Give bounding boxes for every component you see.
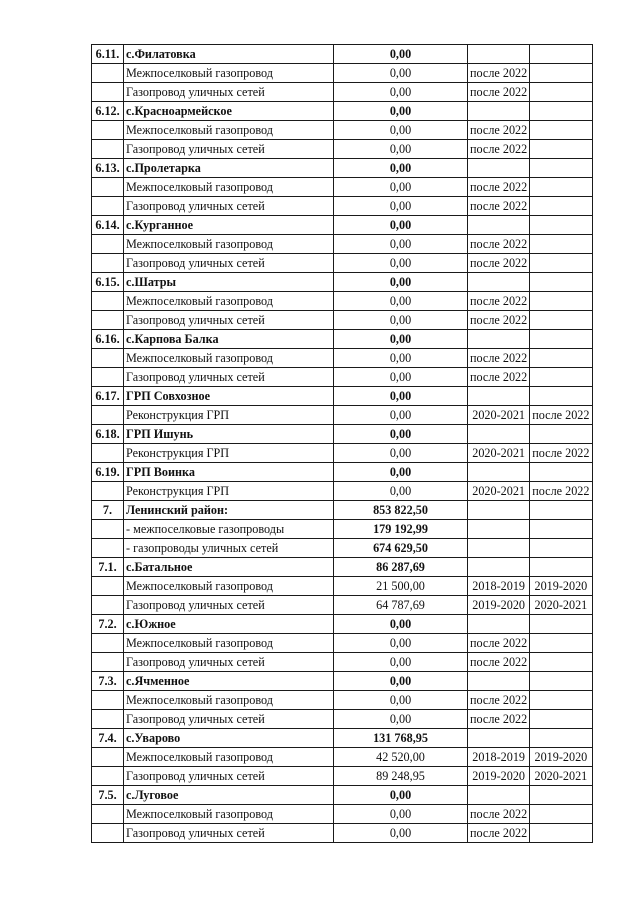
row-amount-cell: 0,00 — [334, 425, 468, 444]
row-name-cell: Газопровод уличных сетей — [124, 767, 334, 786]
row-period-1-cell: 2020-2021 — [468, 406, 530, 425]
row-number-cell — [92, 235, 124, 254]
row-period-1-cell: после 2022 — [468, 178, 530, 197]
item-row — [92, 140, 593, 159]
row-number-cell — [92, 653, 124, 672]
row-period-2-cell — [530, 83, 592, 102]
section-row — [92, 463, 593, 482]
row-period-1-cell — [468, 615, 530, 634]
row-period-2-cell — [530, 691, 592, 710]
item-row — [92, 292, 593, 311]
row-number-cell: 6.12. — [92, 102, 124, 121]
row-amount-cell: 0,00 — [334, 710, 468, 729]
row-amount-cell: 0,00 — [334, 444, 468, 463]
row-period-2-cell: 2020-2021 — [530, 767, 592, 786]
row-name-cell: Газопровод уличных сетей — [124, 653, 334, 672]
item-row — [92, 482, 593, 501]
row-period-1-cell — [468, 216, 530, 235]
row-number-cell: 6.17. — [92, 387, 124, 406]
row-period-1-cell: после 2022 — [468, 83, 530, 102]
row-name-cell: Межпоселковый газопровод — [124, 178, 334, 197]
row-number-cell — [92, 577, 124, 596]
row-number-cell — [92, 349, 124, 368]
row-period-2-cell — [530, 121, 592, 140]
row-amount-cell: 0,00 — [334, 178, 468, 197]
item-row — [92, 121, 593, 140]
row-name-cell: Межпоселковый газопровод — [124, 349, 334, 368]
row-number-cell — [92, 83, 124, 102]
row-period-2-cell — [530, 197, 592, 216]
row-name-cell: Межпоселковый газопровод — [124, 292, 334, 311]
row-name-cell: ГРП Ишунь — [124, 425, 334, 444]
row-amount-cell: 0,00 — [334, 349, 468, 368]
row-period-2-cell — [530, 64, 592, 83]
row-amount-cell: 0,00 — [334, 805, 468, 824]
row-number-cell: 7.2. — [92, 615, 124, 634]
row-number-cell — [92, 121, 124, 140]
row-period-2-cell — [530, 501, 592, 520]
section-row — [92, 330, 593, 349]
row-period-1-cell: после 2022 — [468, 64, 530, 83]
row-period-2-cell — [530, 615, 592, 634]
row-period-1-cell — [468, 425, 530, 444]
row-period-1-cell — [468, 672, 530, 691]
item-row — [92, 596, 593, 615]
row-number-cell: 6.13. — [92, 159, 124, 178]
item-row — [92, 349, 593, 368]
row-amount-cell: 0,00 — [334, 824, 468, 843]
row-number-cell — [92, 767, 124, 786]
row-period-1-cell — [468, 102, 530, 121]
row-number-cell: 7.1. — [92, 558, 124, 577]
row-amount-cell: 0,00 — [334, 273, 468, 292]
row-period-1-cell: после 2022 — [468, 653, 530, 672]
row-amount-cell: 0,00 — [334, 254, 468, 273]
row-number-cell: 7.3. — [92, 672, 124, 691]
section-row — [92, 273, 593, 292]
item-row — [92, 824, 593, 843]
row-period-2-cell — [530, 159, 592, 178]
row-period-2-cell — [530, 729, 592, 748]
row-number-cell — [92, 140, 124, 159]
row-period-2-cell: 2020-2021 — [530, 596, 592, 615]
row-amount-cell: 0,00 — [334, 786, 468, 805]
item-row — [92, 254, 593, 273]
row-number-cell — [92, 539, 124, 558]
row-period-1-cell: после 2022 — [468, 824, 530, 843]
item-row — [92, 235, 593, 254]
row-number-cell — [92, 691, 124, 710]
row-amount-cell: 0,00 — [334, 216, 468, 235]
row-name-cell: Газопровод уличных сетей — [124, 197, 334, 216]
row-amount-cell: 0,00 — [334, 368, 468, 387]
row-name-cell: ГРП Совхозное — [124, 387, 334, 406]
row-name-cell: Межпоселковый газопровод — [124, 64, 334, 83]
row-period-1-cell — [468, 463, 530, 482]
row-period-1-cell — [468, 387, 530, 406]
row-period-1-cell — [468, 520, 530, 539]
row-period-1-cell — [468, 729, 530, 748]
row-number-cell: 6.11. — [92, 45, 124, 64]
row-number-cell — [92, 178, 124, 197]
row-name-cell: с.Ячменное — [124, 672, 334, 691]
row-amount-cell: 853 822,50 — [334, 501, 468, 520]
row-amount-cell: 0,00 — [334, 64, 468, 83]
row-period-2-cell — [530, 558, 592, 577]
section-row — [92, 425, 593, 444]
row-period-1-cell — [468, 159, 530, 178]
row-number-cell: 6.16. — [92, 330, 124, 349]
section-row — [92, 615, 593, 634]
row-amount-cell: 21 500,00 — [334, 577, 468, 596]
row-amount-cell: 42 520,00 — [334, 748, 468, 767]
row-period-2-cell — [530, 178, 592, 197]
row-amount-cell: 0,00 — [334, 45, 468, 64]
item-row — [92, 406, 593, 425]
row-period-1-cell — [468, 330, 530, 349]
row-number-cell — [92, 748, 124, 767]
row-amount-cell: 0,00 — [334, 387, 468, 406]
row-number-cell — [92, 368, 124, 387]
row-number-cell: 6.18. — [92, 425, 124, 444]
item-row — [92, 767, 593, 786]
row-number-cell: 6.19. — [92, 463, 124, 482]
row-number-cell — [92, 520, 124, 539]
section-row — [92, 45, 593, 64]
row-name-cell: с.Луговое — [124, 786, 334, 805]
row-name-cell: с.Пролетарка — [124, 159, 334, 178]
item-row — [92, 178, 593, 197]
row-number-cell — [92, 64, 124, 83]
item-row — [92, 311, 593, 330]
row-number-cell: 7.5. — [92, 786, 124, 805]
row-period-1-cell: после 2022 — [468, 691, 530, 710]
row-amount-cell: 0,00 — [334, 121, 468, 140]
row-amount-cell: 131 768,95 — [334, 729, 468, 748]
section-row — [92, 501, 593, 520]
row-period-2-cell — [530, 539, 592, 558]
row-period-2-cell — [530, 330, 592, 349]
row-period-2-cell — [530, 254, 592, 273]
row-amount-cell: 0,00 — [334, 406, 468, 425]
row-amount-cell: 64 787,69 — [334, 596, 468, 615]
item-row — [92, 520, 593, 539]
item-row — [92, 653, 593, 672]
row-period-2-cell: после 2022 — [530, 444, 592, 463]
row-name-cell: Межпоселковый газопровод — [124, 748, 334, 767]
row-name-cell: - межпоселковые газопроводы — [124, 520, 334, 539]
row-name-cell: Газопровод уличных сетей — [124, 140, 334, 159]
row-name-cell: Реконструкция ГРП — [124, 444, 334, 463]
row-period-2-cell — [530, 634, 592, 653]
row-number-cell — [92, 197, 124, 216]
row-period-1-cell: после 2022 — [468, 311, 530, 330]
row-name-cell: Газопровод уличных сетей — [124, 83, 334, 102]
row-amount-cell: 0,00 — [334, 311, 468, 330]
row-period-1-cell: 2019-2020 — [468, 767, 530, 786]
row-period-1-cell: после 2022 — [468, 710, 530, 729]
row-period-2-cell — [530, 216, 592, 235]
row-number-cell — [92, 824, 124, 843]
row-period-2-cell: 2019-2020 — [530, 577, 592, 596]
row-period-2-cell — [530, 235, 592, 254]
row-name-cell: с.Филатовка — [124, 45, 334, 64]
row-period-1-cell: 2019-2020 — [468, 596, 530, 615]
row-period-2-cell — [530, 786, 592, 805]
item-row — [92, 368, 593, 387]
row-amount-cell: 0,00 — [334, 197, 468, 216]
row-amount-cell: 0,00 — [334, 482, 468, 501]
row-period-2-cell: после 2022 — [530, 482, 592, 501]
item-row — [92, 634, 593, 653]
item-row — [92, 83, 593, 102]
row-period-2-cell — [530, 824, 592, 843]
row-period-2-cell — [530, 311, 592, 330]
row-period-2-cell — [530, 805, 592, 824]
row-amount-cell: 0,00 — [334, 102, 468, 121]
row-amount-cell: 0,00 — [334, 653, 468, 672]
row-period-2-cell: после 2022 — [530, 406, 592, 425]
row-name-cell: с.Красноармейское — [124, 102, 334, 121]
row-amount-cell: 89 248,95 — [334, 767, 468, 786]
row-period-2-cell: 2019-2020 — [530, 748, 592, 767]
row-number-cell — [92, 406, 124, 425]
row-name-cell: Межпоселковый газопровод — [124, 805, 334, 824]
row-name-cell: Реконструкция ГРП — [124, 406, 334, 425]
row-period-2-cell — [530, 45, 592, 64]
row-period-1-cell: после 2022 — [468, 121, 530, 140]
row-amount-cell: 674 629,50 — [334, 539, 468, 558]
item-row — [92, 710, 593, 729]
item-row — [92, 691, 593, 710]
row-name-cell: Межпоселковый газопровод — [124, 634, 334, 653]
row-name-cell: с.Курганное — [124, 216, 334, 235]
row-period-2-cell — [530, 710, 592, 729]
section-row — [92, 729, 593, 748]
row-name-cell: Межпоселковый газопровод — [124, 121, 334, 140]
row-name-cell: Ленинский район: — [124, 501, 334, 520]
row-period-1-cell: после 2022 — [468, 197, 530, 216]
row-period-1-cell: после 2022 — [468, 140, 530, 159]
row-name-cell: с.Шатры — [124, 273, 334, 292]
section-row — [92, 786, 593, 805]
row-amount-cell: 0,00 — [334, 691, 468, 710]
row-period-2-cell — [530, 672, 592, 691]
section-row — [92, 672, 593, 691]
row-period-1-cell — [468, 558, 530, 577]
gas-pipeline-table — [91, 44, 593, 843]
row-period-1-cell: 2020-2021 — [468, 444, 530, 463]
row-name-cell: Газопровод уличных сетей — [124, 710, 334, 729]
item-row — [92, 197, 593, 216]
row-amount-cell: 0,00 — [334, 140, 468, 159]
row-name-cell: Межпоселковый газопровод — [124, 235, 334, 254]
row-period-2-cell — [530, 368, 592, 387]
row-number-cell: 7. — [92, 501, 124, 520]
row-period-1-cell — [468, 501, 530, 520]
row-name-cell: с.Батальное — [124, 558, 334, 577]
row-period-1-cell — [468, 45, 530, 64]
row-name-cell: с.Южное — [124, 615, 334, 634]
row-period-2-cell — [530, 425, 592, 444]
row-name-cell: Реконструкция ГРП — [124, 482, 334, 501]
row-period-1-cell: после 2022 — [468, 368, 530, 387]
row-period-1-cell: 2018-2019 — [468, 748, 530, 767]
row-number-cell: 6.15. — [92, 273, 124, 292]
row-period-1-cell: после 2022 — [468, 254, 530, 273]
row-number-cell — [92, 634, 124, 653]
row-period-2-cell — [530, 653, 592, 672]
row-period-1-cell: 2018-2019 — [468, 577, 530, 596]
section-row — [92, 216, 593, 235]
row-amount-cell: 0,00 — [334, 672, 468, 691]
row-name-cell: ГРП Воинка — [124, 463, 334, 482]
row-period-2-cell — [530, 463, 592, 482]
row-amount-cell: 0,00 — [334, 159, 468, 178]
row-period-1-cell: после 2022 — [468, 235, 530, 254]
row-number-cell — [92, 710, 124, 729]
row-number-cell — [92, 482, 124, 501]
section-row — [92, 387, 593, 406]
table-body — [92, 45, 593, 843]
row-amount-cell: 0,00 — [334, 292, 468, 311]
item-row — [92, 805, 593, 824]
row-name-cell: Газопровод уличных сетей — [124, 596, 334, 615]
row-amount-cell: 0,00 — [334, 615, 468, 634]
row-period-1-cell — [468, 539, 530, 558]
item-row — [92, 539, 593, 558]
row-number-cell: 6.14. — [92, 216, 124, 235]
row-name-cell: Газопровод уличных сетей — [124, 254, 334, 273]
row-amount-cell: 0,00 — [334, 634, 468, 653]
row-amount-cell: 86 287,69 — [334, 558, 468, 577]
row-period-2-cell — [530, 349, 592, 368]
section-row — [92, 159, 593, 178]
row-name-cell: с.Карпова Балка — [124, 330, 334, 349]
row-name-cell: Газопровод уличных сетей — [124, 311, 334, 330]
row-name-cell: Межпоселковый газопровод — [124, 691, 334, 710]
row-amount-cell: 0,00 — [334, 330, 468, 349]
row-period-1-cell: после 2022 — [468, 292, 530, 311]
row-period-1-cell — [468, 786, 530, 805]
row-period-2-cell — [530, 102, 592, 121]
row-period-1-cell: после 2022 — [468, 634, 530, 653]
row-period-1-cell: после 2022 — [468, 349, 530, 368]
section-row — [92, 558, 593, 577]
item-row — [92, 64, 593, 83]
row-number-cell — [92, 254, 124, 273]
row-amount-cell: 179 192,99 — [334, 520, 468, 539]
row-name-cell: с.Уварово — [124, 729, 334, 748]
row-amount-cell: 0,00 — [334, 463, 468, 482]
row-period-2-cell — [530, 273, 592, 292]
row-name-cell: Газопровод уличных сетей — [124, 368, 334, 387]
row-period-2-cell — [530, 140, 592, 159]
row-period-2-cell — [530, 387, 592, 406]
row-name-cell: Газопровод уличных сетей — [124, 824, 334, 843]
item-row — [92, 444, 593, 463]
row-amount-cell: 0,00 — [334, 83, 468, 102]
section-row — [92, 102, 593, 121]
row-name-cell: - газопроводы уличных сетей — [124, 539, 334, 558]
row-period-1-cell: после 2022 — [468, 805, 530, 824]
row-period-2-cell — [530, 520, 592, 539]
item-row — [92, 577, 593, 596]
row-amount-cell: 0,00 — [334, 235, 468, 254]
row-period-2-cell — [530, 292, 592, 311]
item-row — [92, 748, 593, 767]
row-number-cell — [92, 596, 124, 615]
row-number-cell: 7.4. — [92, 729, 124, 748]
row-number-cell — [92, 311, 124, 330]
row-number-cell — [92, 805, 124, 824]
row-name-cell: Межпоселковый газопровод — [124, 577, 334, 596]
row-period-1-cell: 2020-2021 — [468, 482, 530, 501]
row-period-1-cell — [468, 273, 530, 292]
row-number-cell — [92, 444, 124, 463]
row-number-cell — [92, 292, 124, 311]
